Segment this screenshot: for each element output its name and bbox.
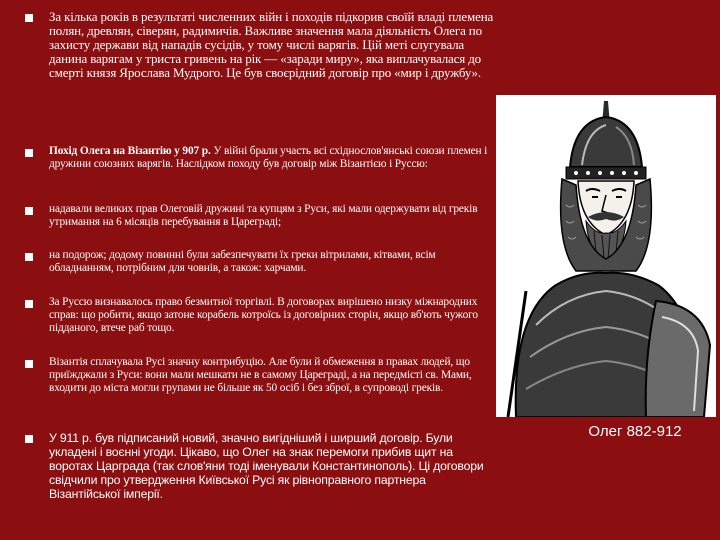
bullet-marker-icon bbox=[25, 253, 33, 261]
portrait-caption: Олег 882-912 bbox=[588, 423, 682, 440]
bullet-marker-icon bbox=[25, 300, 33, 308]
bullet-marker-icon bbox=[25, 149, 33, 157]
bullet-text-4: на подорож; додому повинні були забезпечувати їх греки вітрилами, кітвами, всім обладнанням, потрібним для човнів, а також: харчами. bbox=[49, 249, 436, 275]
bullet-text-2 bbox=[49, 145, 497, 171]
bullet-marker-icon bbox=[25, 14, 33, 22]
bullet-text-3: надавали великих прав Олеговій дружині та купцям з Руси, які мали одержувати від греків утримання на 6 місяців перебування в Цареграді; bbox=[49, 203, 478, 229]
bullet-text-6: Візантія сплачувала Русі значну контрибуцію. Але були й обмеження в правах людей, що приїжджали з Руси: вони мали мешкати не в самому Цареграді, а на передмісті св. Мами, входити до міста могли групами не більше як 50 осіб і без зброї, в супроводі греків. bbox=[49, 356, 472, 395]
bullet-text-1: За кілька років в результаті численних війн і походів підкорив своїй владі племена полян, древлян, сіверян, радимичів. Важливе значення мала діяльність Олега по захисту держави від нападів сусідів, у тому числі варягів. Цій меті слугувала данина варягам у триста гривень на рік — «заради миру», яка виплачувалася до смерті князя Ярослава Мудрого. Це був своєрідний договір про «мир і дружбу». bbox=[49, 9, 494, 80]
bullet-body-2: У війні брали участь всі східнослов'янські союзи племен і дружини союзних варягів. Наслідком походу був договір між Візантією і Руссю: bbox=[49, 145, 488, 171]
bullet-text-5: За Руссю визнавалось право безмитної торгівлі. В договорах вирішено низку міжнародних справ: що робити, якщо затоне корабель котроїсь із договірних сторін, якщо вб'ють чужого підданого, втече раб тощо. bbox=[49, 296, 478, 335]
bullet-text-7: У 911 р. був підписаний новий, значно вигідніший і ширший договір. Були укладені і воєнні угоди. Цікаво, що Олег на знак перемоги прибив щит на воротах Царграда (так слов'яни тоді іменували Константинополь). Ці договори свідчили про утвердження Київської Русі як рівноправного партнера Візантійської імперії. bbox=[49, 431, 484, 501]
bullet-marker-icon bbox=[25, 207, 33, 215]
oleg-portrait-image bbox=[496, 95, 716, 417]
bullet-lead-2: Похід Олега на Візантію у 907 р. bbox=[49, 145, 211, 157]
bullet-marker-icon bbox=[25, 360, 33, 368]
bullet-marker-icon bbox=[25, 435, 33, 443]
